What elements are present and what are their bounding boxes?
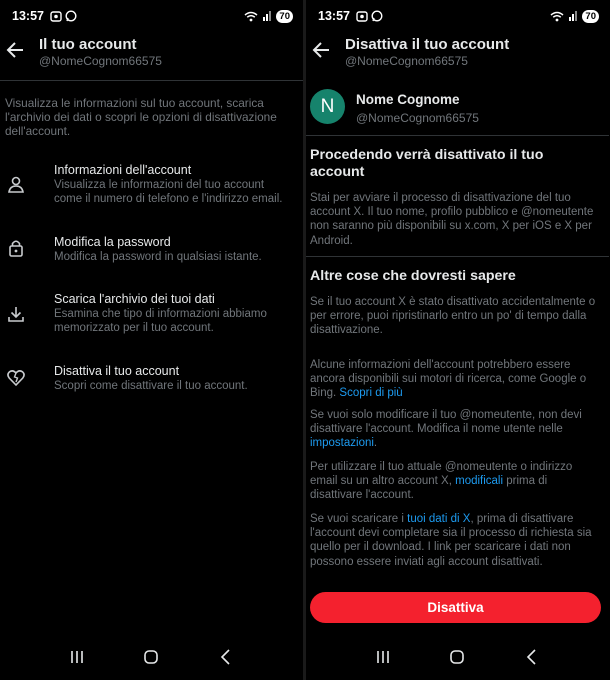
section-title-other-info: Altre cose che dovresti sapere xyxy=(310,268,516,284)
status-bar xyxy=(0,0,303,32)
system-navigation-bar xyxy=(306,634,609,680)
your-data-link[interactable]: tuoi dati di X xyxy=(407,513,471,525)
wifi-icon xyxy=(244,11,258,22)
profile-row xyxy=(310,86,609,132)
lock-icon xyxy=(6,238,26,258)
menu-item-account-info[interactable] xyxy=(0,160,303,208)
reuse-username-text: Per utilizzare il tuo attuale @nomeutente o indirizzo email su un altro account X, modificali prima di disattivare l'account. xyxy=(310,461,573,502)
battery-indicator: 70 xyxy=(582,10,599,23)
profile-name: Nome Cognome xyxy=(356,92,460,107)
top-bar xyxy=(306,32,609,78)
profile-divider xyxy=(306,135,609,136)
screenshot-notification-icon xyxy=(356,11,368,22)
menu-item-description: Scopri come disattivare il tuo account. xyxy=(54,380,248,392)
intro-text: Visualizza le informazioni sul tuo account, scarica l'archivio dei dati o scopri le opzioni di disattivazione dell'account. xyxy=(5,96,277,138)
change-username-text: Se vuoi solo modificare il tuo @nomeutente, non devi disattivare l'account. Modifica il nome utente nelle impostazioni. xyxy=(310,409,582,450)
avatar: N xyxy=(310,89,345,124)
back-arrow-icon[interactable] xyxy=(311,38,333,62)
section-title-deactivation: Procedendo verrà disattivato il tuo account xyxy=(310,147,544,180)
signal-icon xyxy=(262,11,272,21)
section-divider xyxy=(306,256,609,257)
signal-icon xyxy=(568,11,578,21)
header-divider xyxy=(0,80,303,81)
status-bar xyxy=(306,0,609,32)
download-data-text: Se vuoi scaricare i tuoi dati di X, prima di disattivare l'account devi completare sia il processo di richiesta sia quello per il download. I link per scaricare i dati non possono essere inviati agli account disattivati. xyxy=(310,513,592,568)
broken-heart-icon xyxy=(6,368,26,388)
status-time: 13:57 xyxy=(12,9,44,23)
top-bar xyxy=(0,32,303,78)
deactivate-button[interactable]: Disattiva xyxy=(310,592,601,623)
home-button-icon[interactable] xyxy=(447,647,467,667)
menu-item-download-archive[interactable] xyxy=(0,289,303,337)
menu-item-change-password[interactable] xyxy=(0,232,303,280)
back-button-icon[interactable] xyxy=(216,647,236,667)
whatsapp-notification-icon xyxy=(65,10,77,22)
menu-item-title: Modifica la password xyxy=(54,235,171,249)
page-title: Disattiva il tuo account xyxy=(345,36,510,53)
deactivate-screen xyxy=(306,0,609,680)
menu-item-title: Disattiva il tuo account xyxy=(54,364,180,378)
page-title: Il tuo account xyxy=(39,36,137,53)
screenshot-notification-icon xyxy=(50,11,62,22)
modify-link[interactable]: modificali xyxy=(455,475,504,488)
menu-item-deactivate[interactable] xyxy=(0,361,303,409)
person-icon xyxy=(6,175,26,195)
profile-handle: @NomeCognom66575 xyxy=(356,111,479,125)
menu-item-description: Modifica la password in qualsiasi istante. xyxy=(54,251,262,263)
learn-more-link[interactable]: Scopri di più xyxy=(339,387,403,400)
wifi-icon xyxy=(550,11,564,22)
search-engines-text: Alcune informazioni dell'account potrebbero essere ancora disponibili sui motori di ricerca, come Google o Bing. Scopri di più xyxy=(310,359,587,400)
settings-link[interactable]: impostazioni xyxy=(310,437,374,450)
account-handle: @NomeCognom66575 xyxy=(39,54,162,68)
system-navigation-bar xyxy=(0,634,303,680)
menu-item-description: Visualizza le informazioni del tuo account come il numero di telefono e l'indirizzo email. xyxy=(54,179,283,205)
account-screen xyxy=(0,0,303,680)
back-arrow-icon[interactable] xyxy=(5,38,27,62)
home-button-icon[interactable] xyxy=(141,647,161,667)
whatsapp-notification-icon xyxy=(371,10,383,22)
download-icon xyxy=(6,304,26,324)
recents-button-icon[interactable] xyxy=(373,647,393,667)
back-button-icon[interactable] xyxy=(522,647,542,667)
deactivation-text: Stai per avviare il processo di disattivazione del tuo account X. Il tuo nome, profilo pubblico e @nomeutente non saranno più disponibili su x.com, X per iOS e X per Android. xyxy=(310,192,594,247)
status-time: 13:57 xyxy=(318,9,350,23)
reactivation-text: Se il tuo account X è stato disattivato accidentalmente o per errore, puoi ripristinarlo entro un po' di tempo dalla disattivazione. xyxy=(310,296,596,337)
menu-item-title: Scarica l'archivio dei tuoi dati xyxy=(54,292,215,306)
menu-item-description: Esamina che tipo di informazioni abbiamo memorizzato per il tuo account. xyxy=(54,308,267,334)
recents-button-icon[interactable] xyxy=(67,647,87,667)
account-handle: @NomeCognom66575 xyxy=(345,54,468,68)
menu-item-title: Informazioni dell'account xyxy=(54,163,192,177)
battery-indicator: 70 xyxy=(276,10,293,23)
